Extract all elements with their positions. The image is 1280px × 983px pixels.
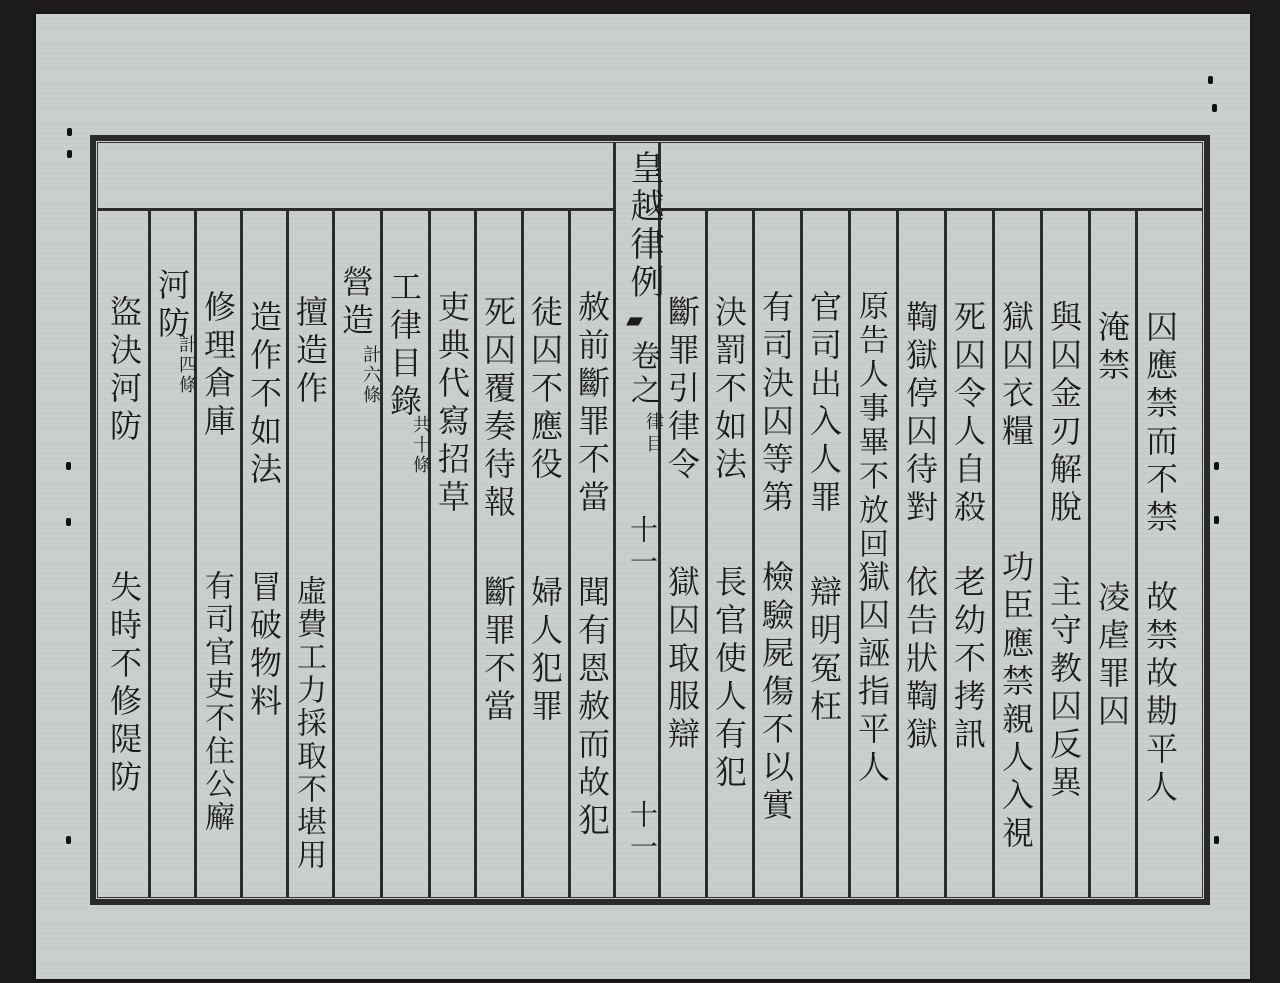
folio-number: 十一	[626, 515, 659, 579]
entry-top: 盜決河防	[105, 295, 143, 447]
binding-hole	[1208, 76, 1213, 84]
column-rule	[474, 210, 477, 898]
entry-bottom: 檢驗屍傷不以實	[757, 560, 795, 826]
section-heading: 工律目錄	[385, 270, 423, 422]
folio-number-bottom: 十一	[626, 800, 659, 864]
entry-top: 徒囚不應役	[526, 295, 564, 485]
subsection-count-note: 計六條	[360, 345, 381, 405]
header-rule-left	[97, 208, 615, 211]
entry-bottom: 長官使人有犯	[710, 565, 748, 793]
binding-hole	[1214, 516, 1219, 524]
column-rule	[705, 210, 708, 898]
entry-bottom: 婦人犯罪	[526, 575, 564, 727]
column-rule	[848, 210, 851, 898]
entry-bottom: 功臣應禁親人入視	[997, 550, 1035, 854]
binding-hole	[66, 836, 71, 844]
entry-bottom: 故禁故勘平人	[1141, 580, 1179, 808]
entry-top: 鞫獄停囚待對	[901, 300, 939, 528]
entry-top: 造作不如法	[245, 300, 283, 490]
subsection-count-note: 計四條	[176, 335, 197, 395]
binding-hole	[66, 462, 71, 470]
column-rule	[800, 210, 803, 898]
column-rule	[148, 210, 151, 898]
entry-bottom: 聞有恩赦而故犯	[573, 575, 611, 841]
column-rule	[380, 210, 383, 898]
entry-bottom: 有司官吏不住公廨	[199, 570, 234, 834]
column-rule	[240, 210, 243, 898]
binding-hole	[67, 128, 72, 136]
book-title: 皇越律例	[624, 150, 664, 302]
entry-top: 官司出入人罪	[805, 290, 843, 518]
center-rule-left	[613, 142, 616, 898]
entry-top: 擅造作	[291, 295, 329, 409]
column-rule	[332, 210, 335, 898]
column-rule	[428, 210, 431, 898]
entry-top: 淹禁	[1093, 310, 1131, 386]
binding-hole	[1212, 104, 1217, 112]
subsection-heading: 河防	[153, 268, 191, 344]
entry-top: 死囚覆奏待報	[479, 295, 517, 523]
entry-top: 斷罪引律令	[663, 295, 701, 485]
entry-bottom: 老幼不拷訊	[949, 565, 987, 755]
entry-bottom: 獄囚取服辯	[663, 565, 701, 755]
column-rule	[194, 210, 197, 898]
entry-top: 原告人事畢不放回	[853, 290, 888, 562]
section-count-note: 共十條	[410, 415, 431, 475]
fishtail-mark: ▰	[622, 308, 647, 337]
binding-hole	[1214, 836, 1219, 844]
column-rule	[752, 210, 755, 898]
entry-top: 決罰不如法	[710, 295, 748, 485]
volume-label: 卷之	[625, 340, 660, 408]
entry-bottom: 辯明冤枉	[805, 575, 843, 727]
column-rule	[1135, 210, 1138, 898]
header-rule-right	[660, 208, 1203, 211]
entry-bottom: 凌虐罪囚	[1093, 580, 1131, 732]
column-rule	[286, 210, 289, 898]
entry-top: 與囚金刃解脫	[1045, 300, 1083, 528]
entry-bottom: 主守教囚反異	[1045, 575, 1083, 803]
column-rule	[944, 210, 947, 898]
entry-top: 修理倉庫	[199, 290, 237, 442]
binding-hole	[66, 518, 71, 526]
entry-top: 有司決囚等第	[757, 290, 795, 518]
entry-bottom: 斷罪不當	[479, 575, 517, 727]
entry-bottom: 失時不修隄防	[105, 570, 143, 798]
entry-bottom: 虛費工力採取不堪用	[291, 575, 326, 872]
binding-hole	[1214, 462, 1219, 470]
entry-top: 囚應禁而不禁	[1141, 310, 1179, 538]
column-rule	[521, 210, 524, 898]
entry-bottom: 獄囚誣指平人	[853, 560, 891, 788]
column-rule	[896, 210, 899, 898]
column-rule	[1040, 210, 1043, 898]
binding-hole	[67, 150, 72, 158]
entry-top: 赦前斷罪不當	[573, 290, 611, 518]
section-label: 律目	[643, 412, 664, 456]
entry-top: 死囚令人自殺	[949, 300, 987, 528]
column-rule	[1088, 210, 1091, 898]
column-rule	[992, 210, 995, 898]
entry-bottom: 依告狀鞫獄	[901, 565, 939, 755]
entry-bottom: 冒破物料	[245, 570, 283, 722]
entry-top: 獄囚衣糧	[997, 300, 1035, 452]
entry-top: 吏典代寫招草	[433, 290, 471, 518]
subsection-heading: 營造	[337, 265, 375, 341]
column-rule	[568, 210, 571, 898]
